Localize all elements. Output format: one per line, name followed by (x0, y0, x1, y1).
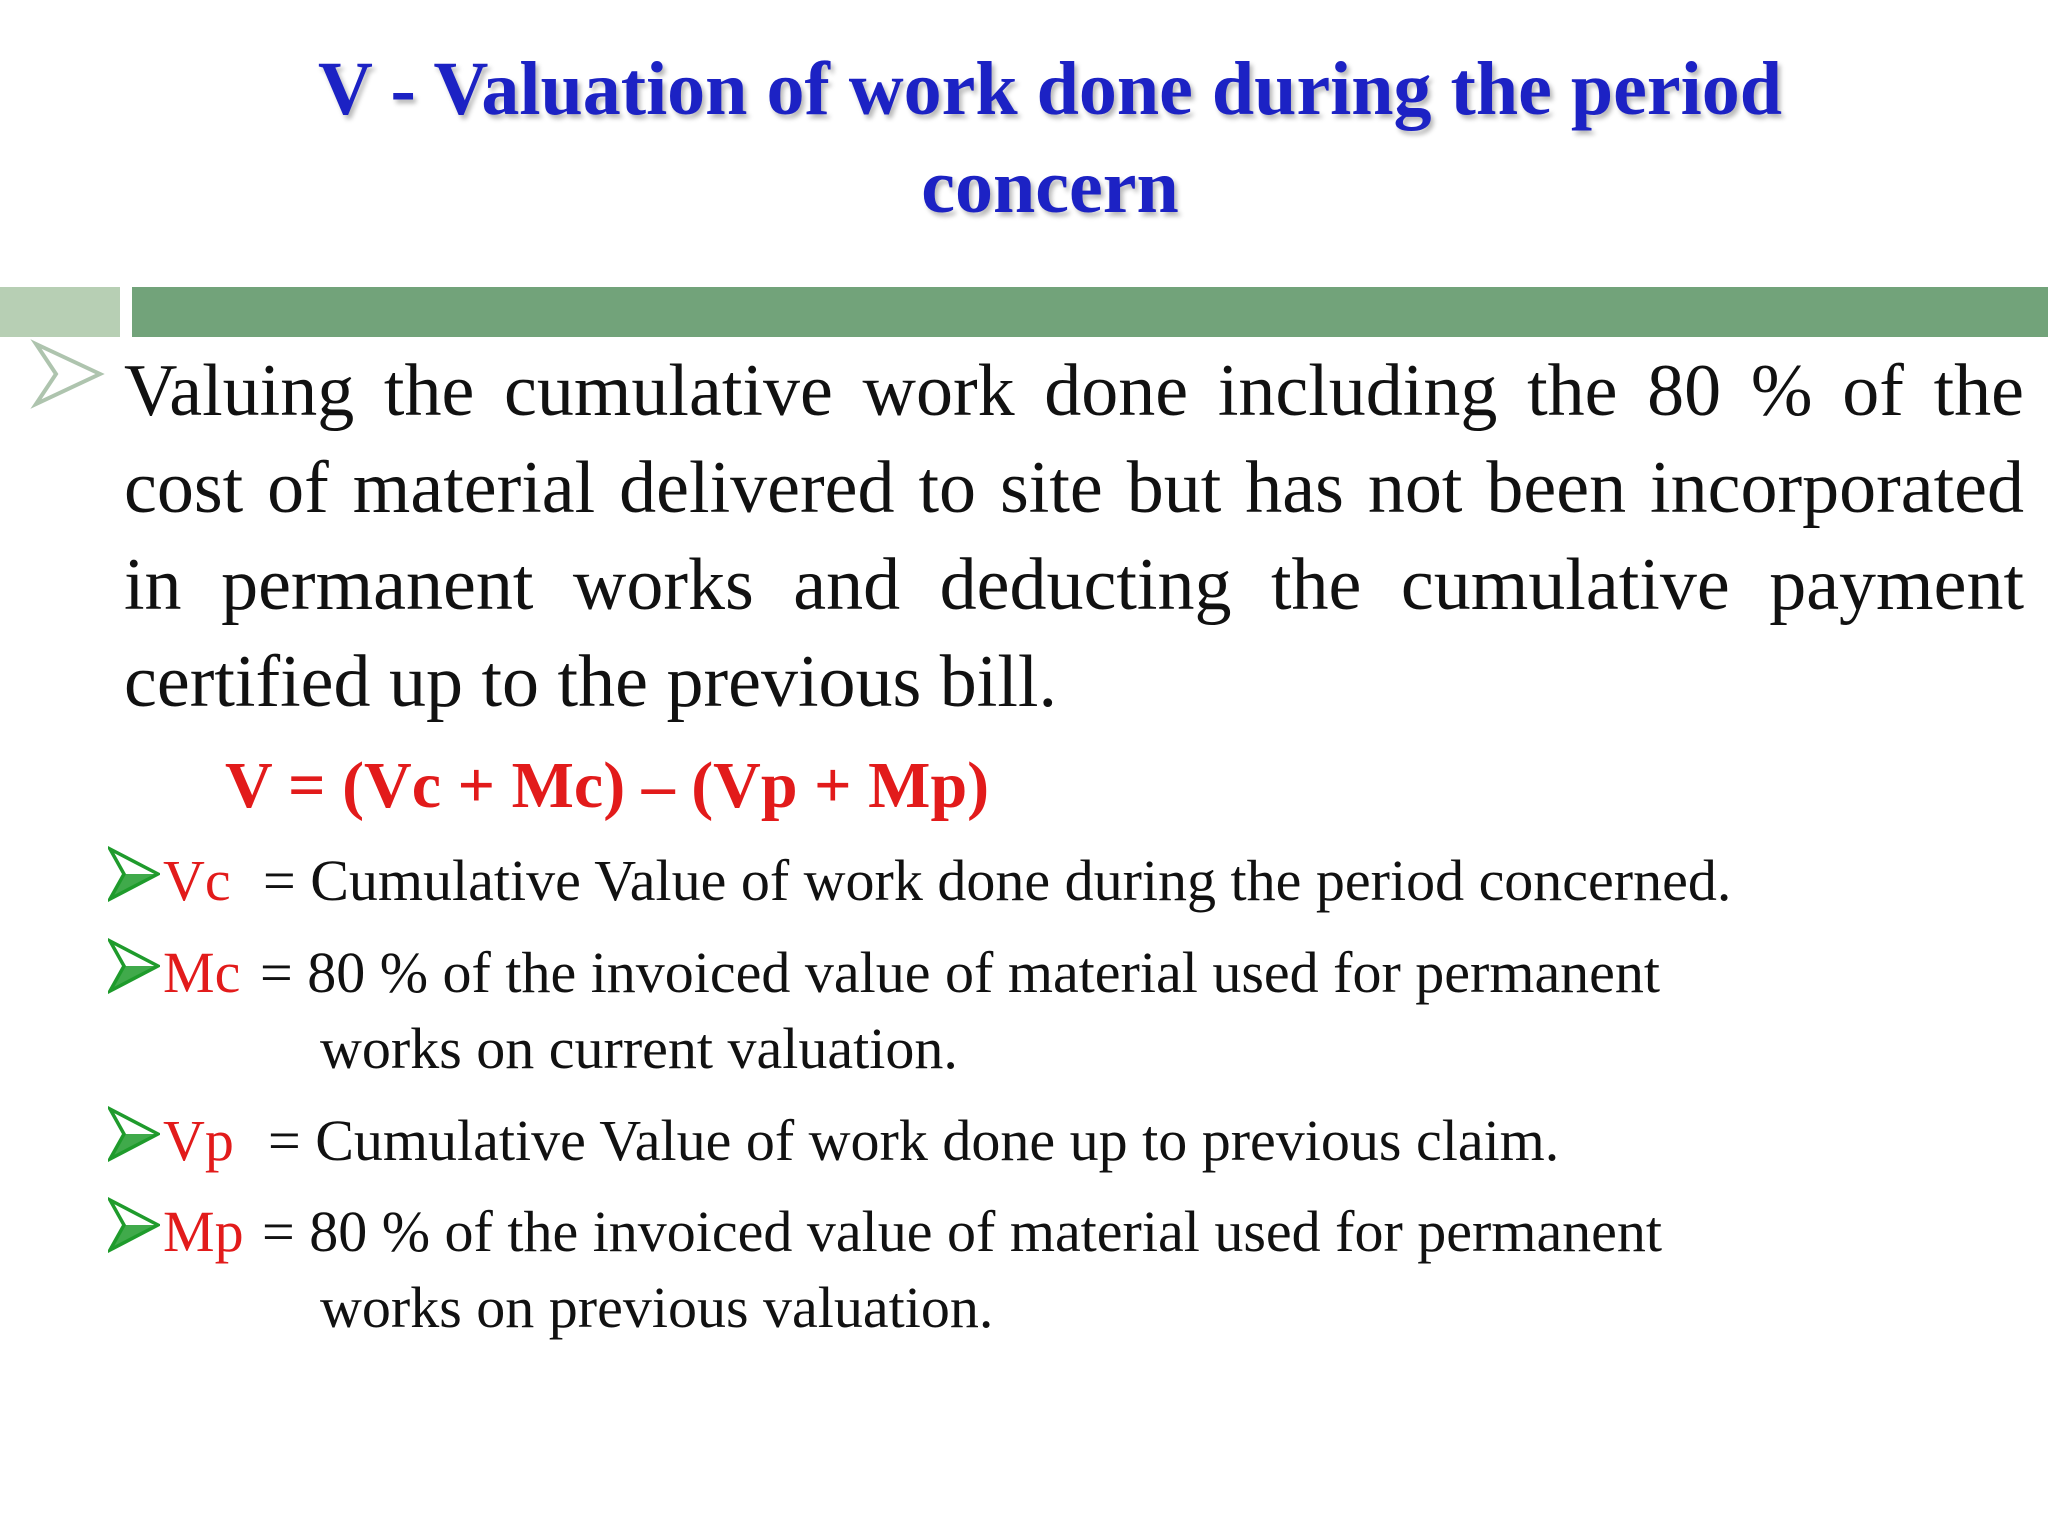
definition-symbol-vp: Vp (163, 1108, 234, 1173)
definition-symbol-mp: Mp (163, 1199, 244, 1264)
definition-symbol-mc: Mc (163, 940, 241, 1005)
header-bar-accent (0, 287, 120, 337)
definition-text-mc: = 80 % of the invoiced value of material used for permanent (260, 940, 1661, 1005)
header-bar (132, 287, 2048, 337)
green-arrow-bullet-icon (108, 1197, 160, 1253)
green-arrow-bullet-icon (108, 846, 160, 902)
definition-text-mp: = 80 % of the invoiced value of material used for permanent (262, 1199, 1663, 1264)
valuation-formula: V = (Vc + Mc) – (Vp + Mp) (225, 749, 990, 822)
main-bullet-text: Valuing the cumulative work done including the 80 % of the cost of material delivered to site but has not been incorporated in permanent works and deducting the cumulative payment certified up to the previous bill. (124, 350, 2024, 723)
slide-title (160, 40, 1940, 236)
title-line-1: V - Valuation of work done during the period (318, 47, 1782, 131)
title-line-2: concern (921, 145, 1179, 229)
definition-text-mp-cont: works on previous valuation. (320, 1275, 994, 1340)
definition-text-mc-cont: works on current valuation. (320, 1016, 958, 1081)
green-arrow-bullet-icon (108, 938, 160, 994)
definition-text-vc: = Cumulative Value of work done during the period concerned. (263, 848, 1732, 913)
green-arrow-bullet-icon (108, 1106, 160, 1162)
definition-symbol-vc: Vc (163, 848, 231, 913)
arrowhead-outline-icon (30, 338, 106, 414)
definition-text-vp: = Cumulative Value of work done up to previous claim. (268, 1108, 1560, 1173)
